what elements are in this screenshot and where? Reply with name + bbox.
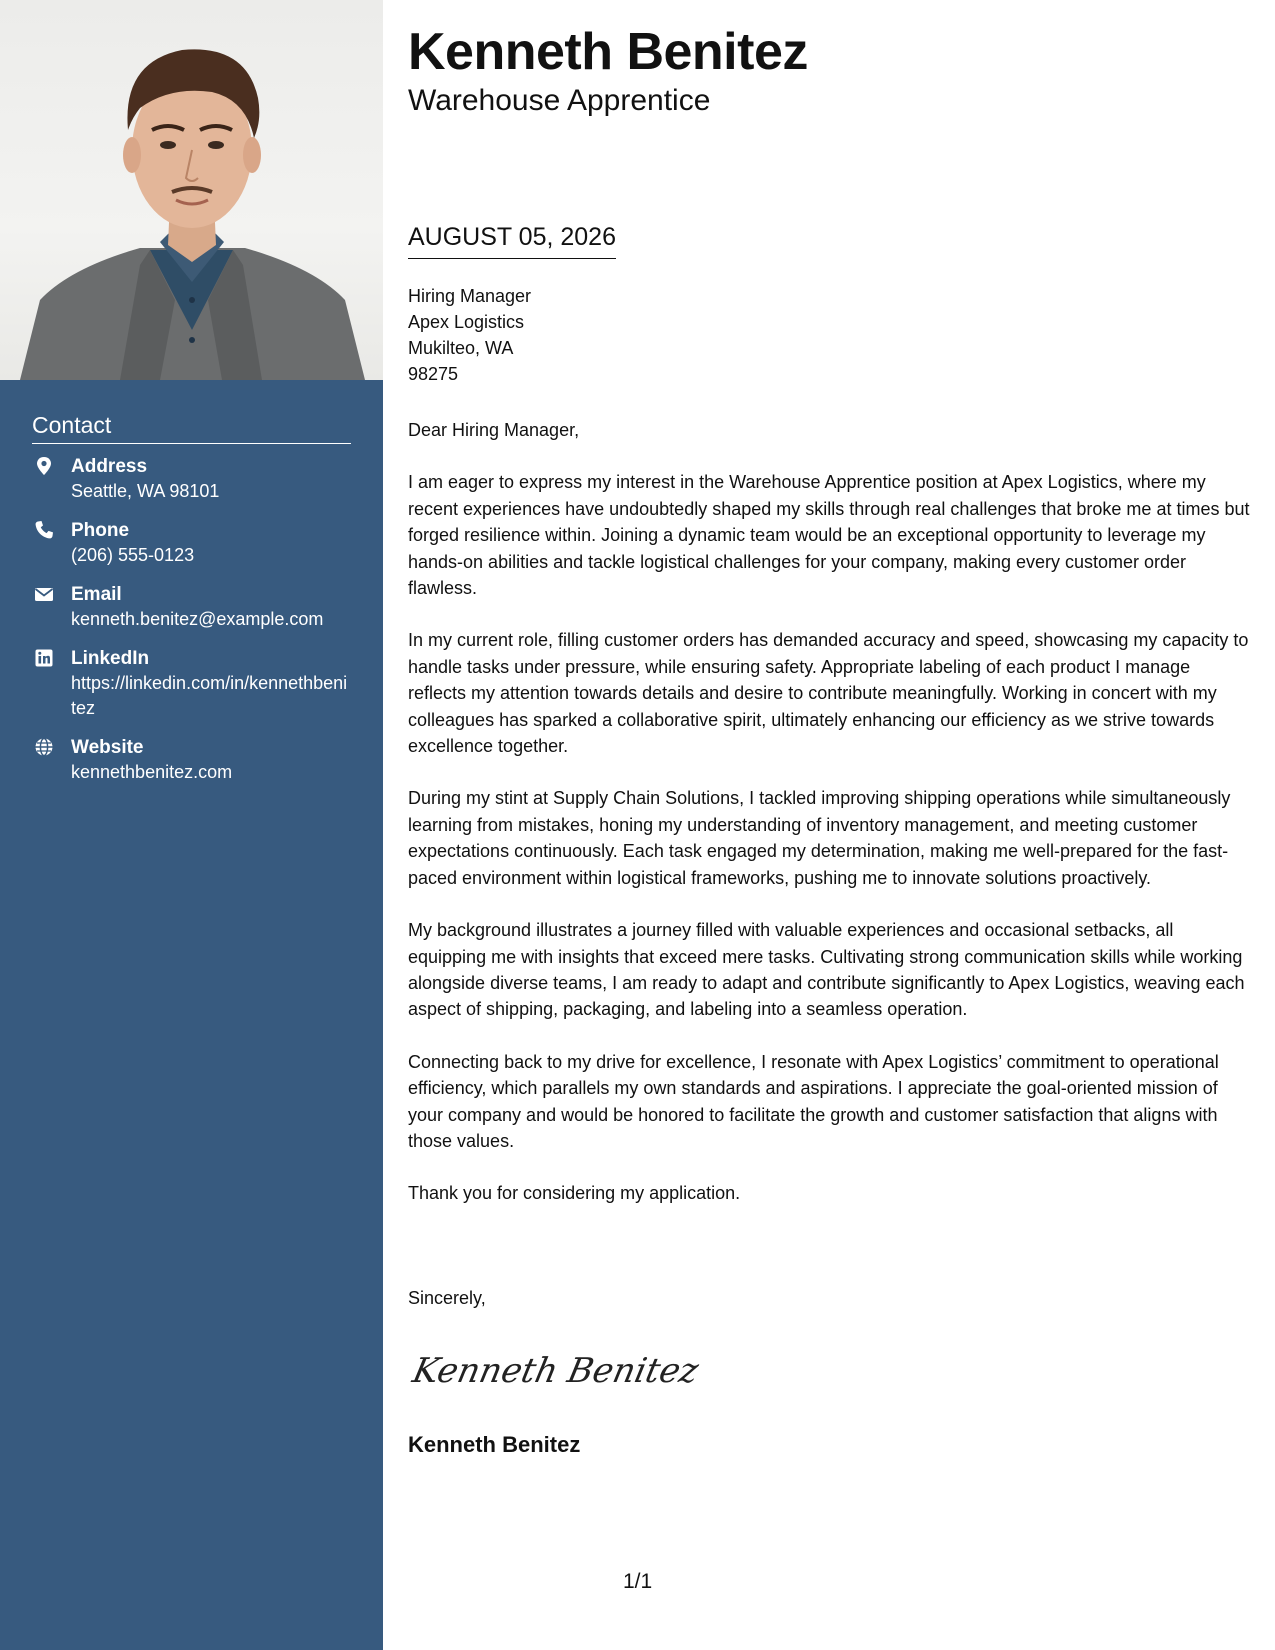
signature-image: [409, 1340, 703, 1400]
body-paragraph: During my stint at Supply Chain Solutions, I tackled improving shipping operations while simultaneously learning from mistakes, honing my understanding of inventory management, and meeting customer expectations continuously. Each task engaged my determination, making me well-prepared for the fast-paced environment within logistical frameworks, pushing me to innovate solutions proactively.: [408, 788, 1231, 888]
envelope-icon: [34, 584, 54, 604]
signature-text: Kenneth Benitez: [409, 1351, 703, 1391]
contact-value-address: Seattle, WA 98101: [71, 481, 220, 501]
salutation: Dear Hiring Manager,: [408, 420, 580, 440]
phone-icon: [34, 520, 54, 540]
letter-body: [408, 417, 1253, 1233]
profile-photo: [0, 0, 383, 380]
applicant-name: Kenneth Benitez: [408, 23, 808, 81]
contact-value-linkedin[interactable]: https://linkedin.com/in/kennethbenitez: [71, 673, 348, 718]
contact-label-phone: Phone: [71, 520, 130, 541]
recipient-line: Mukilteo, WA: [408, 338, 514, 358]
contact-label-address: Address: [71, 456, 148, 477]
contact-value-website[interactable]: kennethbenitez.com: [71, 762, 233, 782]
contact-value-email[interactable]: kenneth.benitez@example.com: [71, 609, 324, 629]
body-paragraph: I am eager to express my interest in the Warehouse Apprentice position at Apex Logistics, where my recent experiences have undoubtedly shaped my skills through real challenges that broke me at times but forged resilience within. Joining a dynamic team would be an exceptional opportunity to leverage my hands-on abilities and tackle logistical challenges for your company, making every customer order flawless.: [408, 472, 1250, 599]
globe-icon: [34, 737, 54, 757]
body-paragraph: Thank you for considering my application.: [408, 1183, 741, 1204]
signer-name: Kenneth Benitez: [408, 1432, 581, 1457]
closing: Sincerely,: [408, 1288, 486, 1308]
recipient-line: Apex Logistics: [408, 312, 525, 332]
contact-phone: [32, 518, 351, 568]
contact-label-email: Email: [71, 584, 122, 605]
recipient-block: [408, 283, 531, 387]
contact-value-phone: (206) 555-0123: [71, 545, 195, 565]
recipient-line: Hiring Manager: [408, 286, 532, 306]
body-paragraph: In my current role, filling customer orders has demanded accuracy and speed, showcasing my capacity to handle tasks under pressure, while ensuring safety. Appropriate labeling of each product I manage reflects my attention towards details and desire to contribute meaningfully. Working in concert with my colleagues has sparked a collaborative spirit, ultimately enhancing our efficiency as we strive towards excellence together.: [408, 630, 1249, 757]
map-pin-icon: [34, 456, 54, 476]
contact-section: [32, 412, 351, 799]
portrait-illustration: [0, 0, 383, 380]
recipient-line: 98275: [408, 364, 459, 384]
contact-heading: Contact: [32, 412, 351, 444]
body-paragraph: My background illustrates a journey filled with valuable experiences and occasional setbacks, all equipping me with insights that exceed mere tasks. Cultivating strong communication skills while working alongside diverse teams, I am ready to adapt and contribute significantly to Apex Logistics, weaving each aspect of shipping, packaging, and labeling into a seamless operation.: [408, 920, 1245, 1020]
contact-email: [32, 582, 351, 632]
linkedin-icon: [34, 648, 54, 668]
sidebar: [0, 0, 383, 1650]
body-paragraph: Connecting back to my drive for excellence, I resonate with Apex Logistics’ commitment to operational efficiency, which parallels my own standards and aspirations. I appreciate the goal-oriented mission of your company and would be honored to facilitate the growth and customer satisfaction that aligns with those values.: [408, 1051, 1219, 1151]
contact-label-website: Website: [71, 737, 144, 758]
contact-website: [32, 735, 351, 785]
page-number: 1/1: [623, 1570, 653, 1593]
applicant-title: Warehouse Apprentice: [408, 84, 711, 117]
contact-linkedin: [32, 646, 351, 721]
contact-label-linkedin: LinkedIn: [71, 648, 150, 669]
contact-address: [32, 454, 351, 504]
letter-date: AUGUST 05, 2026: [408, 223, 616, 259]
